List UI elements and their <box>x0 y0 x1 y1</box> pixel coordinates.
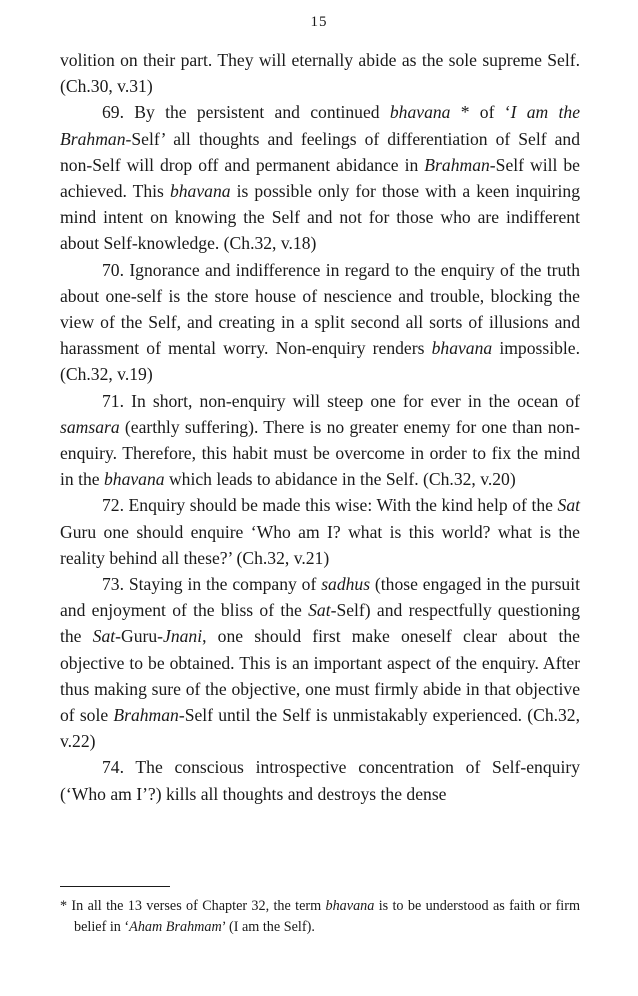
footnote: * In all the 13 verses of Chapter 32, the term bhavana is to be understood as faith or firm belief in ‘Aham Brahmam’ (I am the Self). <box>60 898 580 935</box>
verse-71: 71. In short, non-enquiry will steep one for ever in the ocean of samsara (earthly suffering). There is no greater enemy for one than non-enquiry. Therefore, this habit must be overcome in order to fix the mind in the bhavana which leads to abidance in the Self. (Ch.32, v.20) <box>60 390 580 490</box>
verse-70: 70. Ignorance and indifference in regard to the enquiry of the truth about one-self is the store house of nescience and trouble, blocking the view of the Self, and creating in a split second all sorts of illusions and harassment of mental worry. Non-enquiry renders bhavana impossible. (Ch.32, v.19) <box>60 259 580 385</box>
body-text <box>60 47 580 807</box>
continuation-paragraph: volition on their part. They will eternally abide as the sole supreme Self. (Ch.30, v.31) <box>60 50 580 97</box>
verse-72: 72. Enquiry should be made this wise: With the kind help of the Sat Guru one should enquire ‘Who am I? what is this world? what is the reality behind all these?’ (Ch.32, v.21) <box>60 495 580 568</box>
footnote-divider <box>60 886 170 887</box>
verse-74: 74. The conscious introspective concentration of Self-enquiry (‘Who am I’?) kills all thoughts and destroys the dense <box>60 757 580 804</box>
verse-73: 73. Staying in the company of sadhus (those engaged in the pursuit and enjoyment of the bliss of the Sat-Self) and respectfully questioning the Sat-Guru-Jnani, one should first make oneself clear about the objective to be obtained. This is an important aspect of the enquiry. After thus making sure of the objective, one must firmly abide in that objective of sole Brahman-Self until the Self is unmistakably experienced. (Ch.32, v.22) <box>60 574 581 752</box>
verse-69: 69. By the persistent and continued bhavana * of ‘I am the Brahman-Self’ all thoughts and feelings of differentiation of Self and non-Self will drop off and permanent abidance in Brahman-Self will be achieved. This bhavana is possible only for those with a keen inquiring mind intent on knowing the Self and not for those who are indifferent about Self-knowledge. (Ch.32, v.18) <box>60 102 581 254</box>
page-number: 15 <box>310 14 328 30</box>
